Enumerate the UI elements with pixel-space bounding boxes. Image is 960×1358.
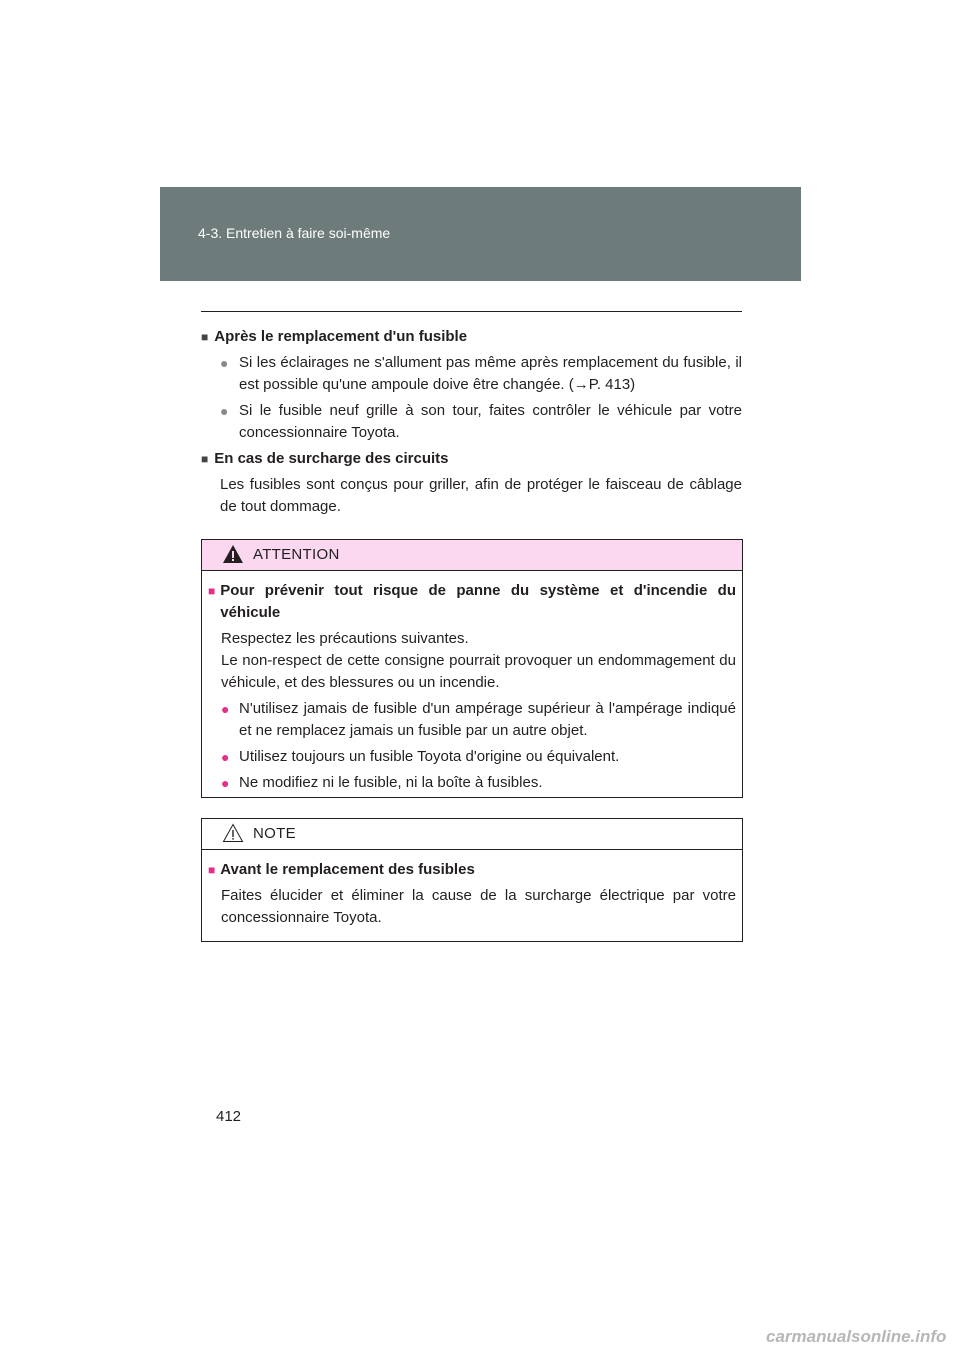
attention-box (201, 539, 743, 798)
attention-heading: ■ Pour prévenir tout risque de panne du système et d'incendie du véhicule (208, 580, 736, 624)
page-number: 412 (216, 1108, 242, 1125)
list-item: ● Ne modifiez ni le fusible, ni la boîte à fusibles. (208, 772, 736, 794)
list-item: ● Si le fusible neuf grille à son tour, faites contrôler le véhicule par votre concessionnaire Toyota. (201, 400, 742, 444)
note-paragraph: Faites élucider et éliminer la cause de la surcharge électrique par votre concessionnaire Toyota. (221, 887, 736, 926)
note-title: NOTE (253, 825, 296, 842)
section-header-band (160, 187, 801, 281)
divider (201, 311, 742, 312)
attention-title: ATTENTION (253, 546, 340, 563)
note-header (202, 819, 742, 850)
list-item: ● Si les éclairages ne s'allument pas même après remplacement du fusible, il est possible qu'une ampoule doive être changée. (→P. 413) (201, 352, 742, 396)
warning-icon (222, 544, 244, 564)
heading-after-replacement: ■ Après le remplacement d'un fusible (201, 326, 742, 348)
square-bullet-icon: ■ (201, 452, 209, 466)
attention-body (202, 571, 742, 794)
caution-icon (222, 823, 244, 843)
note-box (201, 818, 743, 942)
paragraph: Les fusibles sont conçus pour griller, afin de protéger le faisceau de câblage de tout dommage. (220, 476, 742, 515)
square-bullet-icon: ■ (208, 584, 216, 598)
circle-bullet-icon: ● (221, 701, 230, 717)
circle-bullet-icon: ● (221, 749, 230, 765)
square-bullet-icon: ■ (201, 330, 209, 344)
list-item: ● Utilisez toujours un fusible Toyota d'origine ou équivalent. (208, 746, 736, 768)
circle-bullet-icon: ● (220, 355, 229, 371)
heading-overload: ■ En cas de surcharge des circuits (201, 448, 742, 470)
watermark: carmanualsonline.info (766, 1327, 947, 1346)
square-bullet-icon: ■ (208, 863, 216, 877)
note-body (202, 850, 742, 929)
attention-paragraph: Respectez les précautions suivantes. Le non-respect de cette consigne pourrait provoquer un endommagement du véhicule, et des blessures ou un incendie. (221, 630, 736, 691)
circle-bullet-icon: ● (220, 403, 229, 419)
main-content (201, 326, 742, 518)
circle-bullet-icon: ● (221, 775, 230, 791)
section-label: 4-3. Entretien à faire soi-même (198, 225, 391, 241)
list-item: ● N'utilisez jamais de fusible d'un ampérage supérieur à l'ampérage indiqué et ne remplacez jamais un fusible par un autre objet. (208, 698, 736, 742)
attention-header (202, 540, 742, 571)
note-heading: ■ Avant le remplacement des fusibles (208, 859, 736, 881)
